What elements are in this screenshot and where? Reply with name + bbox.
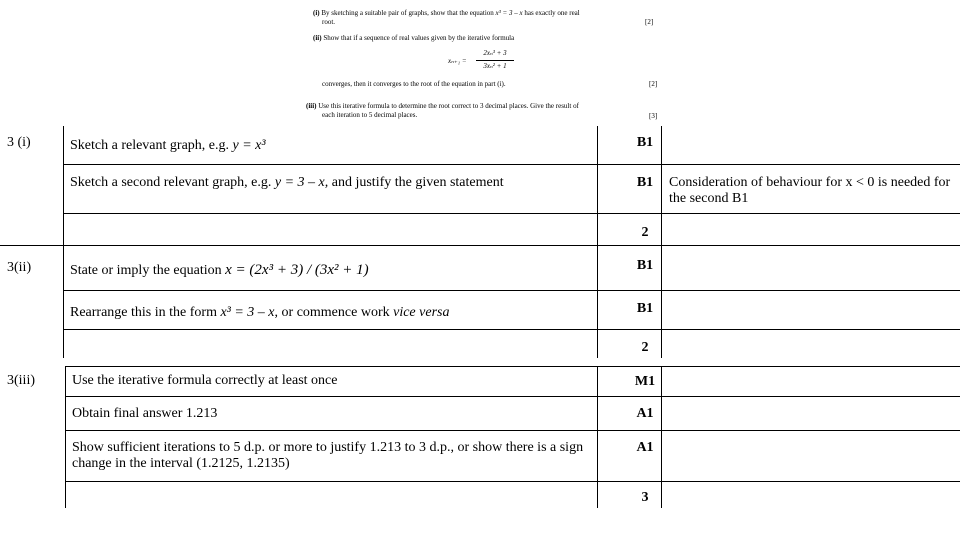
question-number: 3(iii) (7, 373, 35, 388)
question-text: has exactly one real (524, 9, 580, 17)
question-marks: [2] (645, 18, 654, 26)
question-marks: [2] (649, 80, 658, 88)
question-text: each iteration to 5 decimal places. (322, 111, 418, 119)
grid-line (65, 396, 960, 397)
grid-line (597, 246, 598, 358)
scheme-equation: x = (2x³ + 3) / (3x² + 1) (225, 262, 369, 278)
grid-line (63, 246, 64, 358)
scheme-row-q3iii-2: Obtain final answer 1.213 (72, 406, 218, 421)
scheme-row-q3ii-2 (70, 305, 590, 321)
scheme-row-q3ii-1 (70, 262, 590, 279)
scheme-row-q3i-1 (70, 138, 590, 154)
question-part-i (313, 9, 663, 18)
scheme-row-q3i-2 (70, 175, 590, 191)
grid-line (63, 213, 960, 214)
scheme-equation: y = 3 – x, (274, 175, 329, 190)
question-part-ii (313, 34, 663, 43)
grid-line (63, 290, 960, 291)
scheme-row-q3iii-3: Show sufficient iterations to 5 d.p. or more to justify 1.213 to 3 d.p., or show there is a sign change in the interval (1.2125, 1.2135) (72, 440, 584, 471)
question-equation: x³ = 3 – x (495, 9, 523, 17)
scheme-equation: x³ = 3 – x (220, 305, 275, 320)
formula-denominator: 3xₙ² + 1 (483, 62, 507, 70)
question-part-iii (306, 102, 666, 111)
scheme-text: Sketch a relevant graph, e.g. (70, 138, 229, 153)
question-number: 3(ii) (7, 260, 32, 275)
question-marks: [3] (649, 112, 658, 120)
section-total: 2 (641, 340, 649, 355)
formula-lhs: xₙ₊₁ = (448, 57, 467, 65)
question-text: Use this iterative formula to determine the root correct to 3 decimal places. Give the result of (318, 102, 579, 110)
mark-code: M1 (634, 374, 656, 389)
scheme-text: State or imply the equation (70, 263, 222, 278)
mark-code: B1 (636, 301, 654, 316)
mark-code: A1 (636, 440, 654, 455)
scheme-text: Sketch a second relevant graph, e.g. (70, 175, 272, 190)
question-text: By sketching a suitable pair of graphs, show that the equation (321, 9, 494, 17)
guidance-note: Consideration of behaviour for x < 0 is needed for the second B1 (669, 175, 951, 206)
part-label: (iii) (306, 102, 317, 110)
question-text: Show that if a sequence of real values given by the iterative formula (323, 34, 515, 42)
question-number: 3 (i) (7, 135, 31, 150)
scheme-text: , or commence work (274, 305, 390, 320)
grid-line (597, 366, 598, 508)
grid-line (0, 245, 960, 246)
question-text: converges, then it converges to the root of the equation in part (i). (322, 80, 506, 88)
scheme-text: Rearrange this in the form (70, 305, 217, 320)
grid-line (65, 481, 960, 482)
section-total: 2 (641, 225, 649, 240)
scheme-equation: y = x³ (232, 138, 266, 153)
scheme-text: and justify the given statement (331, 175, 504, 190)
mark-code: A1 (636, 406, 654, 421)
grid-line (65, 430, 960, 431)
grid-line (65, 366, 66, 508)
part-label: (i) (313, 9, 320, 17)
grid-line (63, 329, 960, 330)
mark-code: B1 (636, 175, 654, 190)
grid-line (65, 366, 960, 367)
grid-line (597, 126, 598, 245)
part-label: (ii) (313, 34, 322, 42)
mark-code: B1 (636, 135, 654, 150)
scheme-text-italic: vice versa (393, 305, 450, 320)
grid-line (63, 164, 960, 165)
grid-line (63, 126, 64, 245)
scheme-row-q3iii-1: Use the iterative formula correctly at least once (72, 373, 338, 388)
section-total: 3 (641, 490, 649, 505)
fraction-bar (476, 60, 514, 61)
formula-numerator: 2xₙ³ + 3 (483, 49, 507, 57)
question-text: root. (322, 18, 336, 26)
mark-code: B1 (636, 258, 654, 273)
